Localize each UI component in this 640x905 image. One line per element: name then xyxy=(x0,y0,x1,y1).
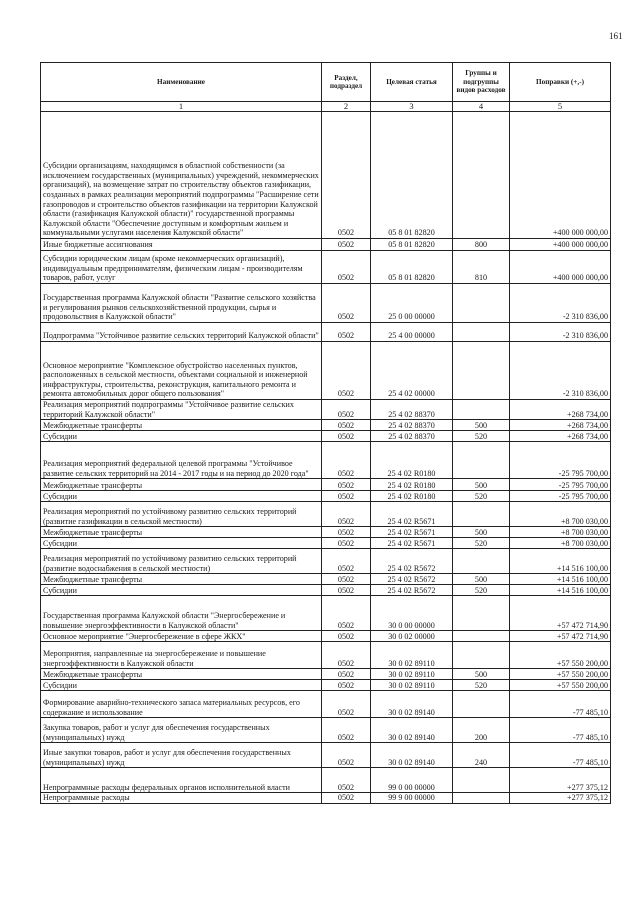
row-amount: -25 795 700,00 xyxy=(510,491,611,502)
row-section: 0502 xyxy=(322,400,371,420)
row-section: 0502 xyxy=(322,538,371,549)
row-name: Межбюджетные трансферты xyxy=(41,527,322,538)
row-amount: -25 795 700,00 xyxy=(510,479,611,491)
table-row xyxy=(41,549,611,574)
row-target-code: 99 0 00 00000 xyxy=(371,768,453,793)
row-expense-group: 200 xyxy=(453,718,510,743)
row-amount: -25 795 700,00 xyxy=(510,442,611,479)
row-amount: +8 700 030,00 xyxy=(510,527,611,538)
row-expense-group: 520 xyxy=(453,538,510,549)
row-name: Межбюджетные трансферты xyxy=(41,420,322,431)
table-row xyxy=(41,491,611,502)
row-target-code: 30 0 02 89140 xyxy=(371,718,453,743)
row-section: 0502 xyxy=(322,251,371,284)
row-expense-group: 500 xyxy=(453,420,510,431)
row-target-code: 25 4 02 R5672 xyxy=(371,585,453,596)
row-amount: +57 550 200,00 xyxy=(510,669,611,680)
row-section: 0502 xyxy=(322,642,371,669)
table-row xyxy=(41,323,611,342)
table-row xyxy=(41,502,611,527)
row-expense-group xyxy=(453,442,510,479)
row-expense-group xyxy=(453,284,510,323)
header-target: Целевая статья xyxy=(371,63,453,102)
row-target-code: 30 0 00 00000 xyxy=(371,596,453,631)
row-amount: -2 310 836,00 xyxy=(510,342,611,400)
row-expense-group xyxy=(453,642,510,669)
row-section: 0502 xyxy=(322,743,371,768)
row-section: 0502 xyxy=(322,631,371,642)
row-section: 0502 xyxy=(322,680,371,691)
row-target-code: 05 8 01 82820 xyxy=(371,239,453,251)
row-section: 0502 xyxy=(322,669,371,680)
row-amount: +268 734,00 xyxy=(510,431,611,442)
table-row xyxy=(41,691,611,718)
row-target-code: 25 4 02 00000 xyxy=(371,342,453,400)
row-expense-group: 520 xyxy=(453,585,510,596)
row-section: 0502 xyxy=(322,596,371,631)
column-number: 5 xyxy=(510,102,611,112)
header-group: Группы и подгруппы видов расходов xyxy=(453,63,510,102)
row-target-code: 25 4 00 00000 xyxy=(371,323,453,342)
column-number: 4 xyxy=(453,102,510,112)
row-name: Непрограммные расходы xyxy=(41,793,322,804)
row-section: 0502 xyxy=(322,691,371,718)
row-amount: -2 310 836,00 xyxy=(510,284,611,323)
row-section: 0502 xyxy=(322,479,371,491)
row-amount: +8 700 030,00 xyxy=(510,502,611,527)
row-section: 0502 xyxy=(322,284,371,323)
header-amount: Поправки (+,-) xyxy=(510,63,611,102)
page-number: 161 xyxy=(609,31,623,41)
row-target-code: 30 0 02 89110 xyxy=(371,669,453,680)
row-name: Субсидии xyxy=(41,491,322,502)
table-row xyxy=(41,585,611,596)
table-row xyxy=(41,718,611,743)
row-target-code: 30 0 02 89110 xyxy=(371,642,453,669)
row-name: Субсидии xyxy=(41,538,322,549)
row-name: Межбюджетные трансферты xyxy=(41,574,322,585)
row-expense-group xyxy=(453,691,510,718)
row-name: Закупка товаров, работ и услуг для обеспечения государственных (муниципальных) нужд xyxy=(41,718,322,743)
table-row xyxy=(41,642,611,669)
row-amount: +400 000 000,00 xyxy=(510,239,611,251)
table-row xyxy=(41,431,611,442)
budget-amendments-table xyxy=(40,62,611,804)
row-expense-group xyxy=(453,323,510,342)
row-target-code: 25 4 02 R5672 xyxy=(371,574,453,585)
table-row xyxy=(41,400,611,420)
row-amount: +277 375,12 xyxy=(510,768,611,793)
row-target-code: 05 8 01 82820 xyxy=(371,112,453,239)
row-amount: +14 516 100,00 xyxy=(510,549,611,574)
row-name: Основное мероприятие "Комплексное обустройство населенных пунктов, расположенных в сельской местности, объектами социальной и инженерной инфраструктуры, строительства, реконструкция, капитального ремонта и ремонта автомобильных дорог общего пользования" xyxy=(41,342,322,400)
row-target-code: 05 8 01 82820 xyxy=(371,251,453,284)
row-section: 0502 xyxy=(322,112,371,239)
column-number: 1 xyxy=(41,102,322,112)
table-row xyxy=(41,631,611,642)
row-amount: -2 310 836,00 xyxy=(510,323,611,342)
row-section: 0502 xyxy=(322,549,371,574)
row-expense-group xyxy=(453,596,510,631)
table-row xyxy=(41,680,611,691)
row-target-code: 30 0 02 89140 xyxy=(371,691,453,718)
row-target-code: 25 4 02 R0180 xyxy=(371,491,453,502)
row-target-code: 30 0 02 00000 xyxy=(371,631,453,642)
row-name: Межбюджетные трансферты xyxy=(41,479,322,491)
row-expense-group: 520 xyxy=(453,431,510,442)
row-amount: -77 485,10 xyxy=(510,691,611,718)
row-section: 0502 xyxy=(322,768,371,793)
table-row xyxy=(41,527,611,538)
row-target-code: 25 0 00 00000 xyxy=(371,284,453,323)
row-expense-group: 500 xyxy=(453,574,510,585)
row-section: 0502 xyxy=(322,420,371,431)
row-name: Мероприятия, направленные на энергосбережение и повышение энергоэффективности в Калужской области xyxy=(41,642,322,669)
table-row xyxy=(41,442,611,479)
row-name: Межбюджетные трансферты xyxy=(41,669,322,680)
table-row xyxy=(41,793,611,804)
table-row xyxy=(41,538,611,549)
table-row xyxy=(41,574,611,585)
row-name: Субсидии организациям, находящимся в областной собственности (за исключением государственных (муниципальных) учреждений, некоммерческих организаций), на возмещение затрат по строительству объектов газификации, созданных в рамках реализации мероприятий подпрограммы "Расширение сети газопроводов и строительство объектов газификации на территории Калужской области (газификация Калужской области)" государственной программы Калужской области "Обеспечение доступным и комфортным жильем и коммунальными услугами населения Калужской области" xyxy=(41,112,322,239)
row-amount: +57 472 714,90 xyxy=(510,596,611,631)
row-amount: +268 734,00 xyxy=(510,400,611,420)
row-expense-group: 500 xyxy=(453,479,510,491)
row-name: Формирование аварийно-технического запаса материальных ресурсов, его содержание и использование xyxy=(41,691,322,718)
row-target-code: 25 4 02 88370 xyxy=(371,431,453,442)
row-amount: +14 516 100,00 xyxy=(510,585,611,596)
row-section: 0502 xyxy=(322,793,371,804)
row-amount: +14 516 100,00 xyxy=(510,574,611,585)
row-target-code: 25 4 02 88370 xyxy=(371,400,453,420)
row-expense-group xyxy=(453,768,510,793)
row-name: Иные бюджетные ассигнования xyxy=(41,239,322,251)
row-name: Реализация мероприятий федеральной целевой программы "Устойчивое развитие сельских территорий на 2014 - 2017 годы и на период до 2020 года" xyxy=(41,442,322,479)
column-number: 3 xyxy=(371,102,453,112)
row-target-code: 25 4 02 R0180 xyxy=(371,479,453,491)
column-number: 2 xyxy=(322,102,371,112)
row-target-code: 99 9 00 00000 xyxy=(371,793,453,804)
row-name: Основное мероприятие "Энергосбережение в сфере ЖКХ" xyxy=(41,631,322,642)
row-expense-group: 520 xyxy=(453,491,510,502)
row-section: 0502 xyxy=(322,431,371,442)
row-expense-group xyxy=(453,631,510,642)
row-amount: -77 485,10 xyxy=(510,743,611,768)
row-expense-group: 500 xyxy=(453,669,510,680)
row-amount: +400 000 000,00 xyxy=(510,251,611,284)
row-target-code: 25 4 02 R5671 xyxy=(371,538,453,549)
row-target-code: 25 4 02 R5671 xyxy=(371,527,453,538)
row-name: Субсидии xyxy=(41,680,322,691)
row-target-code: 30 0 02 89110 xyxy=(371,680,453,691)
row-name: Государственная программа Калужской области "Развитие сельского хозяйства и регулирования рынков сельскохозяйственной продукции, сырья и продовольствия в Калужской области" xyxy=(41,284,322,323)
row-name: Государственная программа Калужской области "Энергосбережение и повышение энергоэффективности в Калужской области" xyxy=(41,596,322,631)
row-expense-group: 810 xyxy=(453,251,510,284)
row-expense-group xyxy=(453,793,510,804)
row-name: Иные закупки товаров, работ и услуг для обеспечения государственных (муниципальных) нужд xyxy=(41,743,322,768)
table-row xyxy=(41,479,611,491)
row-name: Субсидии xyxy=(41,585,322,596)
table-row xyxy=(41,743,611,768)
row-section: 0502 xyxy=(322,574,371,585)
row-target-code: 25 4 02 88370 xyxy=(371,420,453,431)
row-section: 0502 xyxy=(322,585,371,596)
row-target-code: 25 4 02 R5672 xyxy=(371,549,453,574)
table-row xyxy=(41,669,611,680)
row-name: Непрограммные расходы федеральных органов исполнительной власти xyxy=(41,768,322,793)
table-row xyxy=(41,596,611,631)
table-row xyxy=(41,251,611,284)
row-amount: +277 375,12 xyxy=(510,793,611,804)
table-row xyxy=(41,284,611,323)
row-name: Подпрограмма "Устойчивое развитие сельских территорий Калужской области" xyxy=(41,323,322,342)
row-expense-group xyxy=(453,502,510,527)
row-amount: +268 734,00 xyxy=(510,420,611,431)
row-amount: +57 550 200,00 xyxy=(510,680,611,691)
row-name: Реализация мероприятий по устойчивому развитию сельских территорий (развитие водоснабжения в сельской местности) xyxy=(41,549,322,574)
row-expense-group xyxy=(453,400,510,420)
row-name: Реализация мероприятий подпрограммы "Устойчивое развитие сельских территорий Калужской области" xyxy=(41,400,322,420)
row-section: 0502 xyxy=(322,527,371,538)
row-section: 0502 xyxy=(322,491,371,502)
row-amount: +400 000 000,00 xyxy=(510,112,611,239)
row-expense-group xyxy=(453,342,510,400)
row-section: 0502 xyxy=(322,718,371,743)
row-section: 0502 xyxy=(322,323,371,342)
table-row xyxy=(41,112,611,239)
row-section: 0502 xyxy=(322,442,371,479)
row-expense-group: 800 xyxy=(453,239,510,251)
row-expense-group xyxy=(453,549,510,574)
row-amount: +57 550 200,00 xyxy=(510,642,611,669)
row-expense-group: 500 xyxy=(453,527,510,538)
row-name: Субсидии xyxy=(41,431,322,442)
table-row xyxy=(41,768,611,793)
header-name: Наименование xyxy=(41,63,322,102)
table-row xyxy=(41,420,611,431)
row-target-code: 25 4 02 R0180 xyxy=(371,442,453,479)
column-number-row xyxy=(41,102,611,112)
row-amount: +57 472 714,90 xyxy=(510,631,611,642)
table-header-row xyxy=(41,63,611,102)
row-name: Реализация мероприятий по устойчивому развитию сельских территорий (развитие газификации в сельской местности) xyxy=(41,502,322,527)
row-section: 0502 xyxy=(322,239,371,251)
row-target-code: 25 4 02 R5671 xyxy=(371,502,453,527)
row-expense-group: 240 xyxy=(453,743,510,768)
row-amount: +8 700 030,00 xyxy=(510,538,611,549)
header-section: Раздел, подраздел xyxy=(322,63,371,102)
row-expense-group: 520 xyxy=(453,680,510,691)
row-amount: -77 485,10 xyxy=(510,718,611,743)
table-row xyxy=(41,239,611,251)
row-section: 0502 xyxy=(322,342,371,400)
row-expense-group xyxy=(453,112,510,239)
row-name: Субсидии юридическим лицам (кроме некоммерческих организаций), индивидуальным предпринимателям, физическим лицам - производителям товаров, работ, услуг xyxy=(41,251,322,284)
table-body xyxy=(41,112,611,804)
table-row xyxy=(41,342,611,400)
row-section: 0502 xyxy=(322,502,371,527)
row-target-code: 30 0 02 89140 xyxy=(371,743,453,768)
